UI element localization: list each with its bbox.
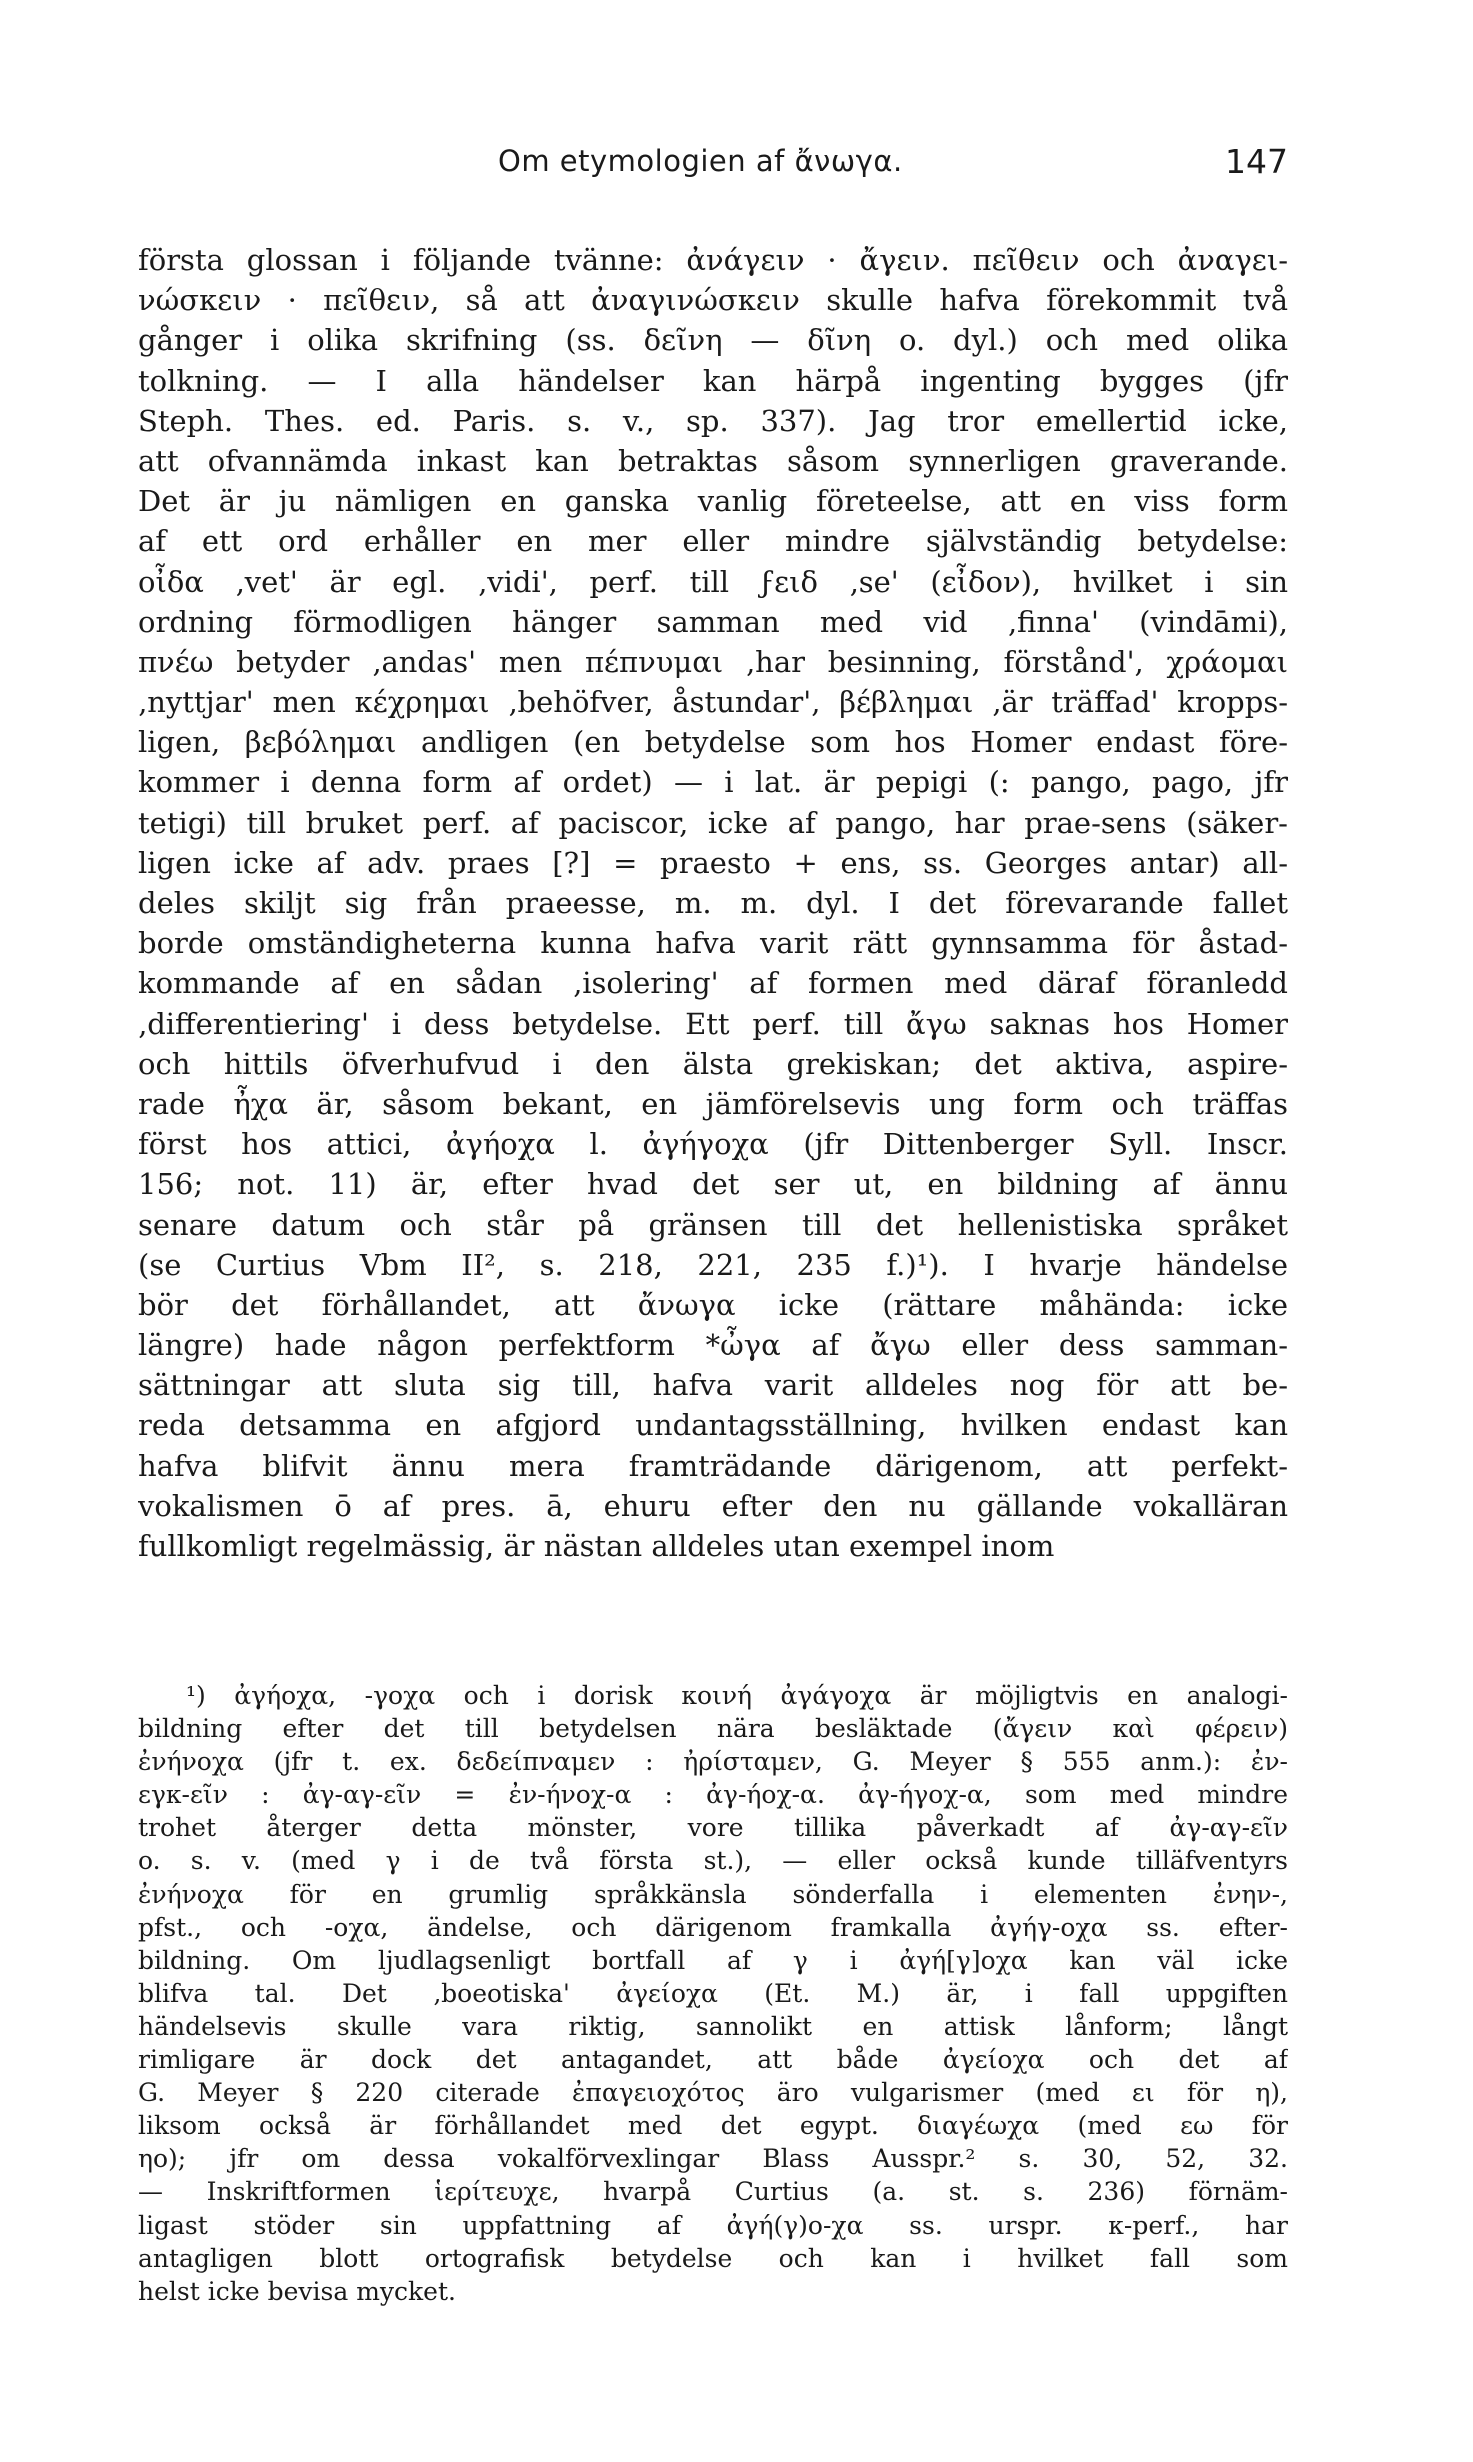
- body-line: ligen, βεβόλημαι andligen (en betydelse som hos Homer endast före-: [138, 725, 1288, 760]
- footnote-line: ligast stöder sin uppfattning af ἀγή(γ)ο-χα ss. urspr. κ-perf., har: [138, 2210, 1288, 2240]
- footnote-line: bildning efter det till betydelsen nära besläktade (ἄγειν καὶ φέρειν): [138, 1714, 1288, 1744]
- body-line: ‚differentiering' i dess betydelse. Ett perf. till ἄγω saknas hos Homer: [138, 1006, 1288, 1041]
- body-line: 156; not. 11) är, efter hvad det ser ut, en bildning af ännu: [138, 1167, 1288, 1202]
- body-line: hafva blifvit ännu mera framträdande därigenom, att perfekt-: [138, 1448, 1288, 1483]
- body-line: fullkomligt regelmässig, är nästan alldeles utan exempel inom: [138, 1529, 1055, 1563]
- body-line: ligen icke af adv. praes [?] = praesto + ens, ss. Georges antar) all-: [138, 845, 1288, 880]
- body-line: Steph. Thes. ed. Paris. s. v., sp. 337). Jag tror emellertid icke,: [138, 403, 1288, 438]
- body-line: rade ἦχα är, såsom bekant, en jämförelsevis ung form och träffas: [138, 1086, 1288, 1121]
- footnote-line: ηο); jfr om dessa vokalförvexlingar Blass Ausspr.² s. 30, 52, 32.: [138, 2144, 1288, 2174]
- body-line: tolkning. — I alla händelser kan härpå ingenting bygges (jfr: [138, 363, 1288, 398]
- body-text: [138, 240, 1288, 1566]
- body-line: νώσκειν · πεῖθειν, så att ἀναγινώσκειν skulle hafva förekommit två: [138, 283, 1288, 318]
- footnote-line: o. s. v. (med γ i de två första st.), — eller också kunde tilläfventyrs: [138, 1846, 1288, 1876]
- footnote-line: helst icke bevisa mycket.: [138, 2276, 456, 2306]
- footnote-line: liksom också är förhållandet med det egypt. διαγέωχα (med εω för: [138, 2111, 1288, 2141]
- body-line: först hos attici, ἀγήοχα l. ἀγήγοχα (jfr Dittenberger Syll. Inscr.: [138, 1127, 1288, 1162]
- footnote-line: trohet återger detta mönster, vore tillika påverkadt af ἀγ-αγ-εῖν: [138, 1813, 1288, 1843]
- body-line: deles skiljt sig från praeesse, m. m. dyl. I det förevarande fallet: [138, 886, 1288, 920]
- body-line: gånger i olika skrifning (ss. δεῖνη — δῖνη o. dyl.) och med olika: [138, 323, 1288, 358]
- body-line: senare datum och står på gränsen till det hellenistiska språket: [138, 1207, 1288, 1242]
- body-line: kommer i denna form af ordet) — i lat. är pepigi (: pango, pago, jfr: [138, 765, 1288, 800]
- body-line: ordning förmodligen hänger samman med vid ‚finna' (vindāmi),: [138, 604, 1288, 639]
- footnote-line: bildning. Om ljudlagsenligt bortfall af γ i ἀγή[γ]οχα kan väl icke: [138, 1945, 1288, 1975]
- footnote-line: — Inskriftformen ἱερίτευχε, hvarpå Curtius (a. st. s. 236) förnäm-: [138, 2177, 1288, 2207]
- body-line: första glossan i följande tvänne: ἀνάγειν · ἄγειν. πεῖθειν och ἀναγει-: [138, 243, 1288, 277]
- body-line: och hittils öfverhufvud i den älsta grekiskan; det aktiva, aspire-: [138, 1046, 1288, 1081]
- body-line: borde omständigheterna kunna hafva varit rätt gynnsamma för åstad-: [138, 926, 1288, 961]
- body-line: sättningar att sluta sig till, hafva varit alldeles nog för att be-: [138, 1368, 1288, 1403]
- footnote-line: antagligen blott ortografisk betydelse och kan i hvilket fall som: [138, 2243, 1288, 2273]
- footnote-line: εγκ-εῖν : ἀγ-αγ-εῖν = ἐν-ήνοχ-α : ἀγ-ήοχ-α. ἀγ-ήγοχ-α, som med mindre: [138, 1780, 1288, 1810]
- footnote-line: ἐνήνοχα (jfr t. ex. δεδείπναμεν : ἠρίσταμεν, G. Meyer § 555 anm.): ἐν-: [138, 1747, 1288, 1777]
- body-line: (se Curtius Vbm II², s. 218, 221, 235 f.)¹). I hvarje händelse: [138, 1247, 1288, 1282]
- footnote-line: ἐνήνοχα för en grumlig språkkänsla sönderfalla i elementen ἐνην-,: [138, 1879, 1288, 1909]
- footnote-line: rimligare är dock det antagandet, att både ἀγείοχα och det af: [138, 2045, 1288, 2075]
- running-title: Om etymologien af ἄνωγα.: [498, 144, 903, 178]
- footnote-line: G. Meyer § 220 citerade ἐπαγειοχότος äro vulgarismer (med ει för η),: [138, 2078, 1288, 2108]
- footnote-line: händelsevis skulle vara riktig, sannolikt en attisk lånform; långt: [138, 2011, 1288, 2041]
- body-line: ‚nyttjar' men κέχρημαι ‚behöfver, åstundar', βέβλημαι ‚är träffad' kropps-: [138, 685, 1288, 720]
- footnote-line: blifva tal. Det ‚boeotiska' ἀγείοχα (Et. M.) är, i fall uppgiften: [138, 1978, 1288, 2008]
- body-line: att ofvannämda inkast kan betraktas såsom synnerligen graverande.: [138, 443, 1288, 478]
- footnote-line: pfst., och -οχα, ändelse, och därigenom framkalla ἀγήγ-οχα ss. efter-: [138, 1912, 1288, 1942]
- body-line: vokalismen ō af pres. ā, ehuru efter den nu gällande vokalläran: [138, 1488, 1288, 1523]
- body-line: längre) hade någon perfektform *ὦγα af ἄγω eller dess samman-: [138, 1328, 1288, 1363]
- footnote-line: ¹) ἀγήοχα, -γοχα och i dorisk κοινή ἀγάγοχα är möjligtvis en analogi-: [186, 1681, 1288, 1710]
- body-line: οἶδα ‚vet' är egl. ‚vidi', perf. till ϝειδ ‚se' (εἶδον), hvilket i sin: [138, 564, 1288, 599]
- body-line: tetigi) till bruket perf. af paciscor, icke af pango, har prae-sens (säker-: [138, 805, 1288, 840]
- body-line: Det är ju nämligen en ganska vanlig företeelse, att en viss form: [138, 484, 1288, 519]
- body-line: reda detsamma en afgjord undantagsställning, hvilken endast kan: [138, 1408, 1288, 1443]
- body-line: kommande af en sådan ‚isolering' af formen med däraf föranledd: [138, 966, 1288, 1001]
- page-number: 147: [1225, 142, 1288, 181]
- body-line: πνέω betyder ‚andas' men πέπνυμαι ‚har besinning, förstånd', χράομαι: [138, 644, 1288, 679]
- running-head: [138, 144, 1288, 194]
- body-line: bör det förhållandet, att ἄνωγα icke (rättare måhända: icke: [138, 1287, 1288, 1322]
- body-line: af ett ord erhåller en mer eller mindre självständig betydelse:: [138, 524, 1288, 559]
- footnotes: [138, 1679, 1288, 2308]
